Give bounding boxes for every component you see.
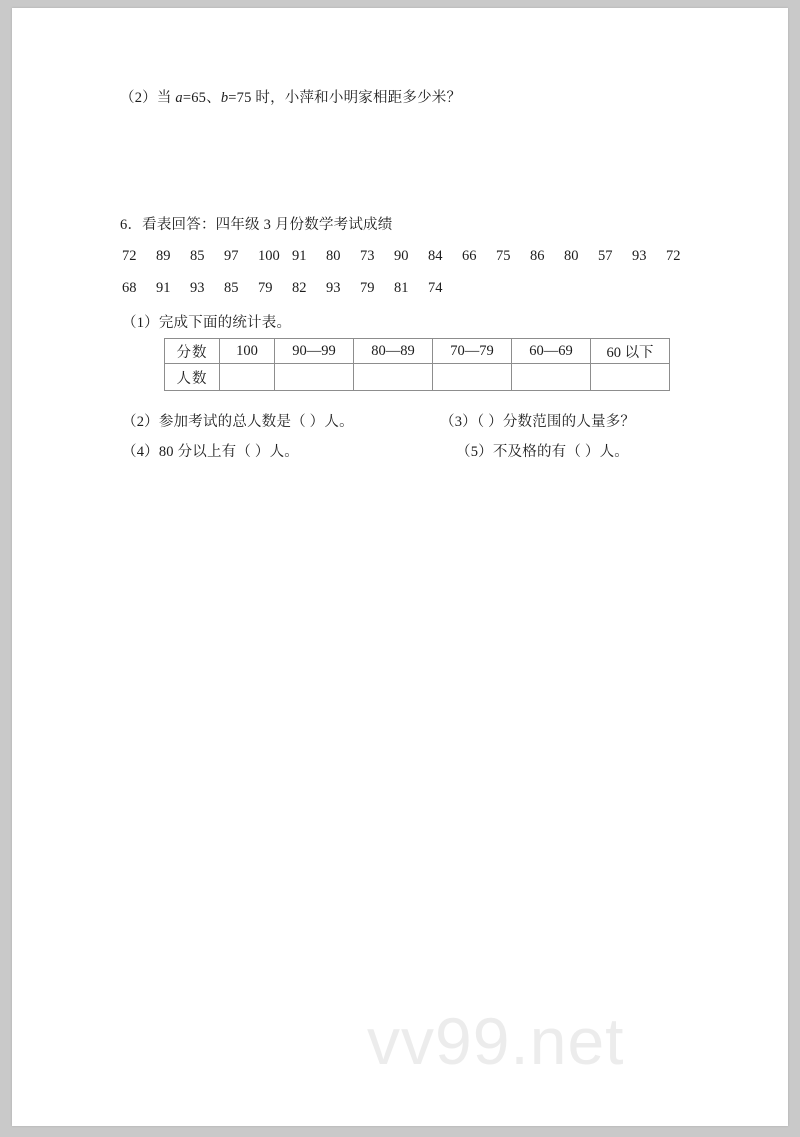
count-cell-70-79[interactable] xyxy=(433,364,512,391)
column-below-60: 60 以下 xyxy=(591,339,670,364)
score-value: 91 xyxy=(292,248,307,264)
scores-row-2 xyxy=(122,280,462,297)
score-value: 93 xyxy=(190,280,205,296)
score-value: 85 xyxy=(190,248,205,264)
question-6-sub1: （1）完成下面的统计表。 xyxy=(122,315,292,331)
score-value: 93 xyxy=(632,248,647,264)
count-cell-100[interactable] xyxy=(220,364,275,391)
score-value: 90 xyxy=(394,248,409,264)
question-2-text xyxy=(120,86,461,107)
score-value: 81 xyxy=(394,280,409,296)
score-value: 75 xyxy=(496,248,511,264)
score-value: 73 xyxy=(360,248,375,264)
score-value: 91 xyxy=(156,280,171,296)
column-90-99: 90—99 xyxy=(275,339,354,364)
watermark: vv99.net xyxy=(367,1004,625,1078)
column-60-69: 60—69 xyxy=(512,339,591,364)
column-80-89: 80—89 xyxy=(354,339,433,364)
score-value: 85 xyxy=(224,280,239,296)
question-6-sub2: （2）参加考试的总人数是（ ）人。 xyxy=(122,414,354,430)
score-value: 72 xyxy=(666,248,681,264)
column-100: 100 xyxy=(220,339,275,364)
row-label-count: 人数 xyxy=(165,364,220,391)
variable-a: a xyxy=(175,90,183,106)
row-label-score: 分数 xyxy=(165,339,220,364)
question-6-sub4: （4）80 分以上有（ ）人。 xyxy=(122,444,299,460)
document-page xyxy=(12,8,788,1126)
score-value: 100 xyxy=(258,248,280,264)
score-value: 79 xyxy=(360,280,375,296)
question-6-sub3: （3）（ ）分数范围的人量多？ xyxy=(440,414,636,430)
score-value: 86 xyxy=(530,248,545,264)
score-value: 79 xyxy=(258,280,273,296)
score-value: 68 xyxy=(122,280,137,296)
score-value: 84 xyxy=(428,248,443,264)
score-value: 80 xyxy=(564,248,579,264)
question-6-title: 6．看表回答：四年级 3 月份数学考试成绩 xyxy=(120,217,393,233)
score-value: 72 xyxy=(122,248,137,264)
score-value: 66 xyxy=(462,248,477,264)
score-value: 97 xyxy=(224,248,239,264)
variable-b: b xyxy=(220,90,229,106)
count-cell-80-89[interactable] xyxy=(354,364,433,391)
count-cell-60-69[interactable] xyxy=(512,364,591,391)
page-content xyxy=(12,8,788,1126)
score-value: 74 xyxy=(428,280,443,296)
question-6-sub5: （5）不及格的有（ ）人。 xyxy=(456,444,629,460)
score-value: 93 xyxy=(326,280,341,296)
statistics-table xyxy=(164,338,670,391)
score-value: 80 xyxy=(326,248,341,264)
score-value: 89 xyxy=(156,248,171,264)
score-value: 82 xyxy=(292,280,307,296)
scores-row-1 xyxy=(122,248,700,265)
count-cell-below-60[interactable] xyxy=(591,364,670,391)
table-row-header xyxy=(165,339,670,364)
count-cell-90-99[interactable] xyxy=(275,364,354,391)
question-2-eq-a: =65、 xyxy=(182,90,221,106)
column-70-79: 70—79 xyxy=(433,339,512,364)
table-row-counts xyxy=(165,364,670,391)
score-value: 57 xyxy=(598,248,613,264)
question-2-prefix: （2）当 xyxy=(120,90,176,106)
question-2-eq-b: =75 时，小萍和小明家相距多少米？ xyxy=(228,90,462,106)
